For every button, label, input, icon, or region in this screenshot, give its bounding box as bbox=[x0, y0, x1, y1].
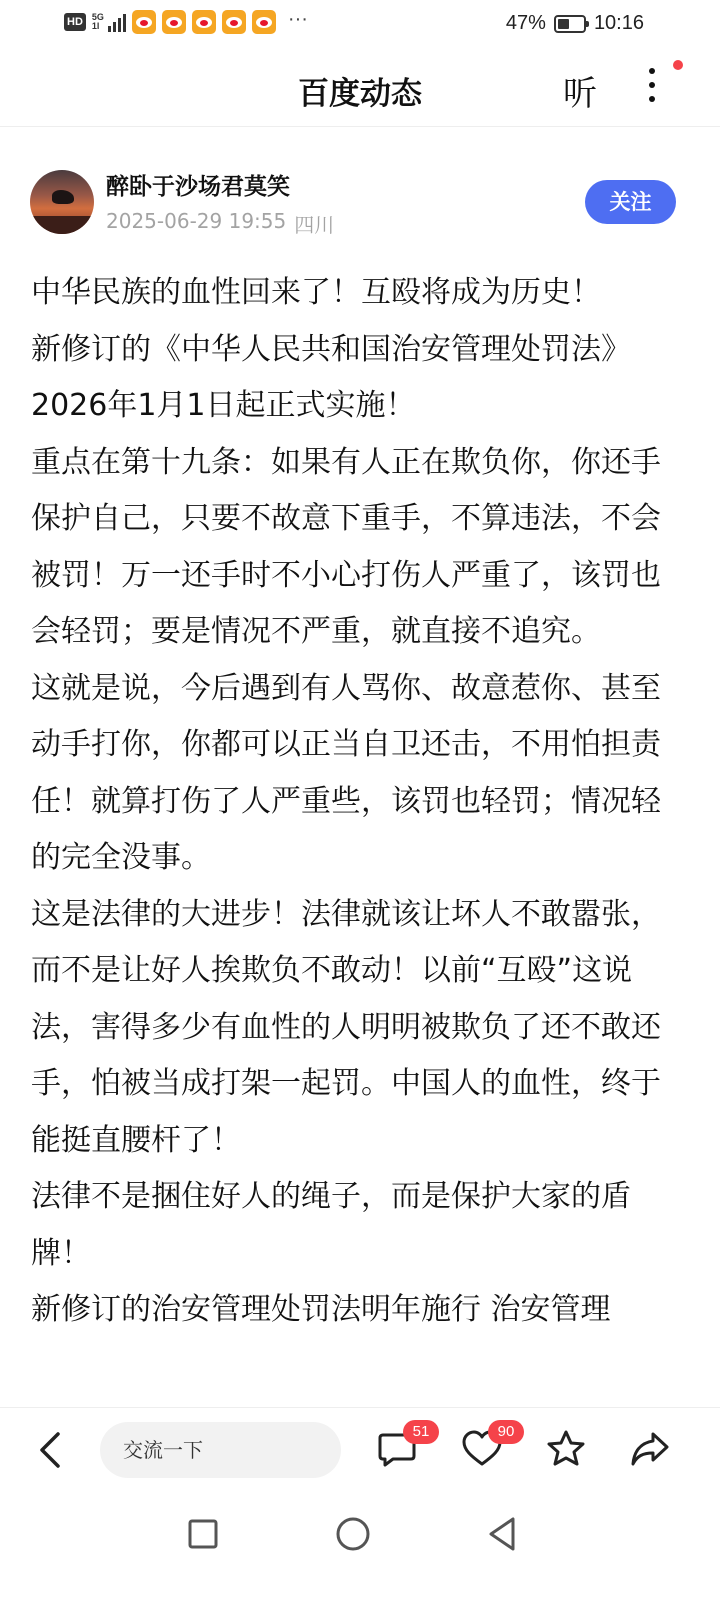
bottom-toolbar bbox=[0, 1407, 720, 1494]
article-body bbox=[31, 265, 681, 1405]
share-icon bbox=[629, 1428, 671, 1470]
article-paragraph: 法律不是捆住好人的绳子，而是保护大家的盾牌！ bbox=[31, 1179, 631, 1271]
weibo-icon bbox=[132, 10, 156, 34]
status-right bbox=[506, 12, 644, 35]
hd-icon: HD bbox=[64, 13, 86, 31]
post-location: 四川 bbox=[294, 213, 335, 237]
circle-icon[interactable] bbox=[333, 1514, 373, 1554]
triangle-back-icon[interactable] bbox=[483, 1514, 523, 1554]
like-count-badge: 90 bbox=[488, 1420, 524, 1444]
article-paragraph: 重点在第十九条：如果有人正在欺负你，你还手保护自己，只要不故意下重手，不算违法，不会被罚！万一还手时不小心打伤人严重了，该罚也会轻罚；要是情况不严重，就直接不追究。 bbox=[31, 444, 661, 649]
weibo-icon bbox=[252, 10, 276, 34]
notification-dot bbox=[673, 60, 683, 70]
post-datetime: 2025-06-29 19:55 bbox=[106, 209, 287, 233]
network-type bbox=[92, 13, 104, 31]
header bbox=[0, 50, 720, 127]
share-button[interactable] bbox=[629, 1428, 673, 1472]
comment-button[interactable] bbox=[377, 1423, 430, 1472]
network-sub-label: 1l bbox=[91, 21, 100, 31]
status-left bbox=[64, 7, 308, 34]
like-button[interactable] bbox=[461, 1423, 515, 1472]
battery-level bbox=[558, 19, 569, 29]
clock: 10:16 bbox=[593, 12, 644, 34]
weibo-icon bbox=[162, 10, 186, 34]
more-notifications-icon: ··· bbox=[287, 7, 308, 30]
post-meta bbox=[106, 209, 334, 238]
avatar[interactable] bbox=[30, 170, 94, 234]
status-bar bbox=[0, 0, 720, 48]
article-paragraph: 新修订的《中华人民共和国治安管理处罚法》2026年1月1日起正式实施！ bbox=[31, 331, 631, 423]
comment-input[interactable] bbox=[100, 1422, 341, 1478]
more-vertical-icon[interactable] bbox=[640, 68, 664, 108]
battery-percent: 47% bbox=[505, 12, 546, 34]
battery-icon bbox=[554, 15, 586, 33]
follow-button[interactable]: 关注 bbox=[585, 180, 676, 224]
comment-count-badge: 51 bbox=[403, 1420, 439, 1444]
square-icon[interactable] bbox=[183, 1514, 223, 1554]
page-title: 百度动态 bbox=[298, 76, 422, 112]
weibo-icon bbox=[192, 10, 216, 34]
star-icon bbox=[545, 1428, 587, 1470]
author-name[interactable]: 醉卧于沙场君莫笑 bbox=[106, 174, 290, 200]
article-paragraph: 这就是说，今后遇到有人骂你、故意惹你、甚至动手打你，你都可以正当自卫还击，不用怕担责任！就算打伤了人严重些，该罚也轻罚；情况轻的完全没事。 bbox=[31, 670, 661, 875]
favorite-button[interactable] bbox=[545, 1428, 589, 1472]
system-navbar bbox=[0, 1494, 720, 1600]
avatar-ground-shape bbox=[30, 216, 94, 234]
article-paragraph: 新修订的治安管理处罚法明年施行 治安管理 bbox=[31, 1292, 611, 1327]
signal-icon bbox=[108, 12, 126, 32]
article-paragraph: 这是法律的大进步！法律就该让坏人不敢嚣张，而不是让好人挨欺负不敢动！以前“互殴”这说法，害得多少有血性的人明明被欺负了还不敢还手，怕被当成打架一起罚。中国人的血性，终于能挺直腰杆了！ bbox=[31, 896, 661, 1158]
article-paragraph: 中华民族的血性回来了！互殴将成为历史！ bbox=[31, 275, 601, 310]
chevron-left-icon[interactable] bbox=[36, 1430, 66, 1470]
listen-button[interactable]: 听 bbox=[563, 74, 597, 114]
avatar-rider-shape bbox=[52, 190, 74, 204]
network-label: 5G bbox=[91, 12, 104, 22]
weibo-icon bbox=[222, 10, 246, 34]
